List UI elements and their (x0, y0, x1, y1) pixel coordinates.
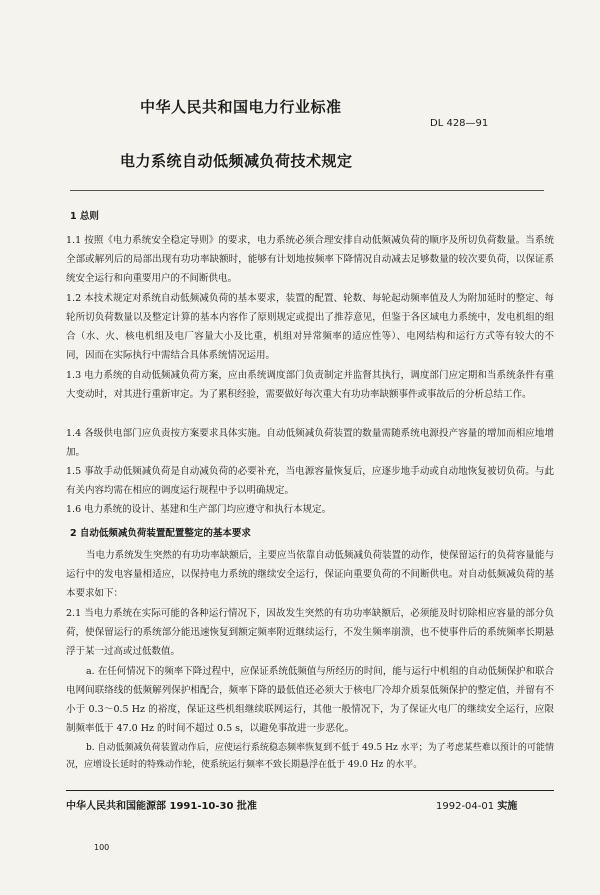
implementation-date: 1992-04-01 (436, 801, 495, 812)
paragraph-1-2: 1.2 本技术规定对系统自动低频减负荷的基本要求，装置的配置、轮数、每轮起动频率值及人为附加延时的整定、每轮所切负荷数量以及整定计算的基本内容作了原则规定或提出了推荐意见，但鉴于各区域电力系统中，发电机组的组合（水、火、核电机组及电厂容量大小及比重，机组对异常频率的适应性等）、电网结构和运行方式等有较大的不同，因而在实际执行中需结合具体系统情况运用。 (66, 293, 554, 361)
paragraph-1-5: 1.5 事故手动低频减负荷是自动减负荷的必要补充，当电源容量恢复后，应逐步地手动或自动地恢复被切负荷。与此有关内容均需在相应的调度运行规程中予以明确规定。 (66, 466, 554, 496)
header-divider (70, 190, 544, 191)
section-2-heading: 2 自动低频减负荷装置配置整定的基本要求 (70, 528, 251, 539)
paragraph-1-1: 1.1 按照《电力系统安全稳定导则》的要求，电力系统必须合理安排自动低频减负荷的顺序及所切负荷数量。当系统全部或解列后的局部出现有功功率缺额时，能够有计划地按频率下降情况自动减去足够数量的较次要负荷，以保证系统安全运行和向重要用户的不间断供电。 (66, 235, 554, 284)
standard-title: 中华人民共和国电力行业标准 (140, 98, 342, 116)
paragraph-1-4: 1.4 各级供电部门应负责按方案要求具体实施。自动低频减负荷装置的数量需随系统电源投产容量的增加而相应地增加。 (66, 428, 554, 458)
paragraph-2-1: 2.1 当电力系统在实际可能的各种运行情况下，因故发生突然的有功功率缺额后，必须能及时切除相应容量的部分负荷，使保留运行的系统部分能迅速恢复到额定频率附近继续运行，不发生频率崩溃，也不使事件后的系统频率长期悬浮于某一过高或过低数值。 (66, 608, 554, 657)
implementation-note (436, 797, 517, 812)
implementation-label: 实施 (497, 801, 518, 812)
section-1-heading: 1 总则 (70, 211, 99, 222)
document-title: 电力系统自动低频减负荷技术规定 (120, 152, 353, 170)
approval-note: 中华人民共和国能源部 1991-10-30 批准 (66, 801, 257, 812)
paragraph-1-3: 1.3 电力系统的自动低频减负荷方案，应由系统调度部门负责制定并监督其执行，调度部门应定期和当系统条件有重大变动时，对其进行重新审定。为了累积经验，需要做好每次重大有功功率缺额事件或事故后的分析总结工作。 (66, 370, 554, 400)
paragraph-2-1-a: a. 在任何情况下的频率下降过程中，应保证系统低频值与所经历的时间，能与运行中机组的自动低频保护和联合电网间联络线的低频解列保护相配合，频率下降的最低值还必须大于核电厂冷却介质泵低频保护的整定值，并留有不小于 0.3～0.5 Hz 的裕度，保证这些机组继续联网运行，其他一般情况下，为了保证火电厂的继续安全运行，应限制频率低于 47.0 Hz 的时间不超过 0.5 s，以避免事故进一步恶化。 (66, 666, 554, 734)
standard-code: DL 428—91 (430, 118, 489, 129)
paragraph-2-intro: 当电力系统发生突然的有功功率缺额后，主要应当依靠自动低频减负荷装置的动作，使保留运行的负荷容量能与运行中的发电容量相适应，以保持电力系统的继续安全运行，保证向重要负荷的不间断供电。对自动低频减负荷的基本要求如下： (66, 550, 554, 599)
page-number: 100 (94, 843, 110, 852)
paragraph-2-1-b: b. 自动低频减负荷装置动作后，应使运行系统稳态频率恢复到不低于 49.5 Hz 水平；为了考虑某些难以预计的可能情况，应增设长延时的特殊动作轮，使系统运行频率不致长期悬浮在低于 49.0 Hz 的水平。 (66, 743, 554, 770)
footer-divider (66, 790, 554, 791)
paragraph-1-6: 1.6 电力系统的设计、基建和生产部门均应遵守和执行本规定。 (66, 504, 332, 515)
